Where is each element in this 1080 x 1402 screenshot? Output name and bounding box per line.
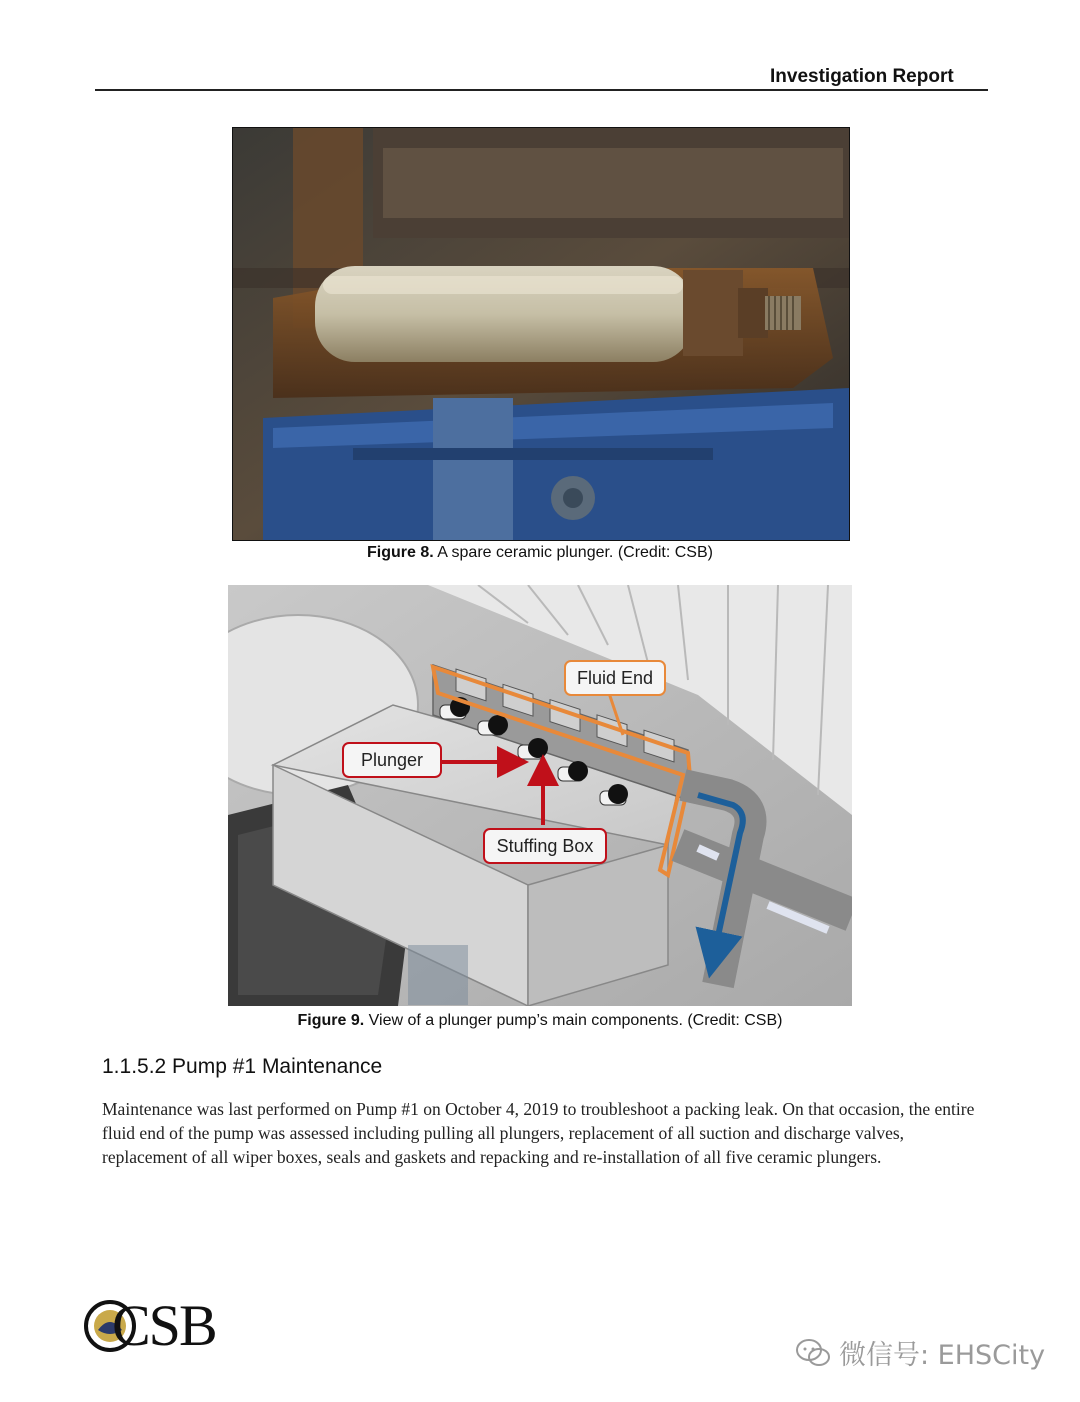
csb-logo (84, 1293, 216, 1358)
figure-9-diagram (228, 585, 852, 1006)
report-header-title: Investigation Report (770, 66, 954, 87)
fluid-end-label: Fluid End (576, 668, 654, 688)
plunger-pump-diagram (228, 585, 852, 1006)
plunger-label: Plunger (360, 750, 424, 770)
section-heading: 1.1.5.2 Pump #1 Maintenance (102, 1055, 383, 1078)
figure-8-caption: Figure 8. A spare ceramic plunger. (Credit: CSB) (367, 544, 713, 561)
figure-9-caption: Figure 9. View of a plunger pump’s main components. (Credit: CSB) (297, 1012, 783, 1029)
figure-8-photo (232, 127, 850, 541)
stuffing-box-label: Stuffing Box (496, 836, 594, 856)
wechat-watermark (795, 1333, 1045, 1372)
wechat-icon (795, 1338, 831, 1368)
header-rule (95, 89, 988, 91)
section-paragraph: Maintenance was last performed on Pump #1 on October 4, 2019 to troubleshoot a packing leak. On that occasion, the entire fluid end of the pump was assessed including pulling all plungers, replacement of all suction and discharge valves, replacement of all wiper boxes, seals and gaskets and repacking and re-installation of all five ceramic plungers. (102, 1099, 975, 1167)
ceramic-plunger-photo (233, 128, 849, 540)
watermark-text: 微信号: EHSCity (839, 1340, 1046, 1371)
csb-logo-text: CSB (112, 1293, 216, 1358)
